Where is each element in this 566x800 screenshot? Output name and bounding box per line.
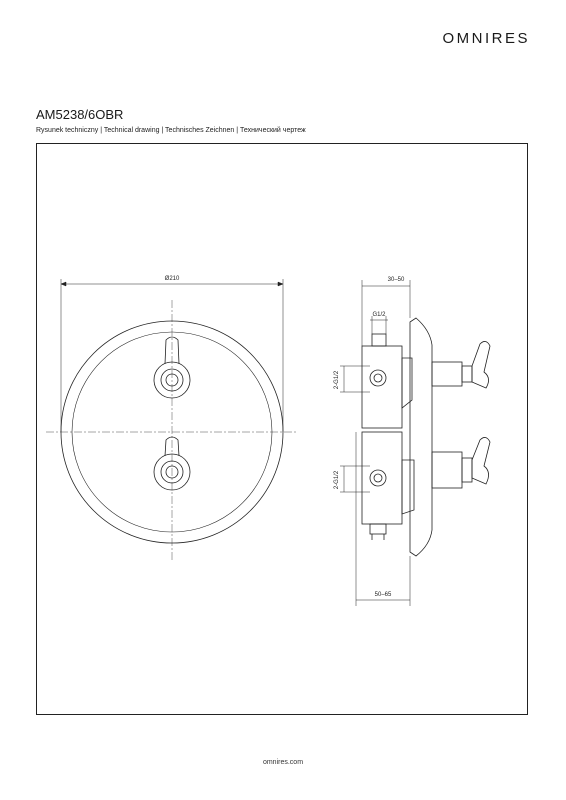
depth-label-bottom: 50–65: [374, 592, 392, 598]
side-dimensions: [340, 280, 410, 606]
lower-handle-side: [432, 437, 490, 488]
inlet-label-lower: 2-G1/2: [334, 470, 340, 490]
depth-label-top: 30–50: [387, 277, 405, 283]
diameter-label: Ø210: [164, 276, 180, 282]
model-number: AM5238/6OBR: [36, 107, 124, 122]
front-view: [46, 279, 298, 560]
upper-handle-side: [432, 341, 490, 388]
thread-label-top: G1/2: [372, 312, 386, 318]
upper-inlet: [370, 370, 386, 386]
lower-inlet: [370, 470, 386, 486]
cover-plate-profile: [410, 318, 432, 556]
drawing-subtitle: Rysunek techniczny | Technical drawing | Technisches Zeichnen | Технический чертеж: [36, 127, 306, 134]
valve-body-upper: [362, 346, 402, 428]
side-view: [340, 280, 490, 606]
brand-logo: OMNIRES: [442, 30, 530, 47]
inlet-label-upper: 2-G1/2: [334, 370, 340, 390]
footer-url[interactable]: omnires.com: [262, 759, 304, 766]
